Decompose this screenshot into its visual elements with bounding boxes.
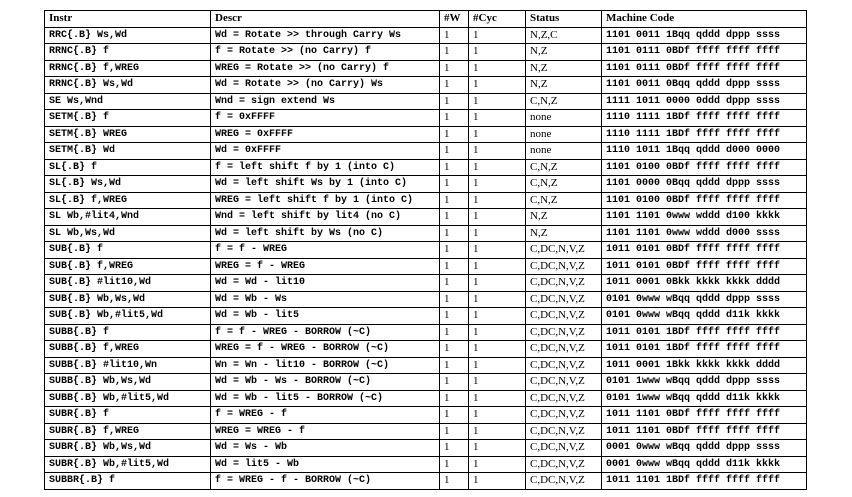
- descr-cell: Wnd = left shift by lit4 (no C): [211, 209, 440, 226]
- machine-code-cell: 1101 0000 0Bqq qddd dppp ssss: [602, 176, 807, 193]
- table-body: [45, 27, 807, 489]
- descr-cell: f = WREG - f: [211, 407, 440, 424]
- words-cell: 1: [440, 390, 469, 407]
- cycles-cell: 1: [469, 225, 526, 242]
- instr-cell: SUBR{.B} f,WREG: [45, 423, 211, 440]
- cycles-cell: 1: [469, 209, 526, 226]
- table-row: [45, 341, 807, 358]
- table-row: [45, 110, 807, 127]
- cycles-cell: 1: [469, 423, 526, 440]
- header-instr: Instr: [45, 11, 211, 28]
- cycles-cell: 1: [469, 258, 526, 275]
- header-descr: Descr: [211, 11, 440, 28]
- instr-cell: RRC{.B} Ws,Wd: [45, 27, 211, 44]
- status-cell: C,DC,N,V,Z: [526, 423, 602, 440]
- header-row: [45, 11, 807, 28]
- machine-code-cell: 1101 0111 0BDf ffff ffff ffff: [602, 60, 807, 77]
- descr-cell: Wd = Rotate >> through Carry Ws: [211, 27, 440, 44]
- machine-code-cell: 1101 1101 0www wddd d000 ssss: [602, 225, 807, 242]
- status-cell: C,DC,N,V,Z: [526, 308, 602, 325]
- descr-cell: WREG = 0xFFFF: [211, 126, 440, 143]
- cycles-cell: 1: [469, 390, 526, 407]
- instr-cell: RRNC{.B} Ws,Wd: [45, 77, 211, 94]
- machine-code-cell: 1101 0100 0BDf ffff ffff ffff: [602, 192, 807, 209]
- cycles-cell: 1: [469, 374, 526, 391]
- descr-cell: Wd = Wb - Ws: [211, 291, 440, 308]
- descr-cell: Wd = Wb - Ws - BORROW (~C): [211, 374, 440, 391]
- words-cell: 1: [440, 374, 469, 391]
- table-row: [45, 258, 807, 275]
- status-cell: C,DC,N,V,Z: [526, 374, 602, 391]
- machine-code-cell: 1110 1011 1Bqq qddd d000 0000: [602, 143, 807, 160]
- table-row: [45, 77, 807, 94]
- descr-cell: Wd = Wb - lit5: [211, 308, 440, 325]
- cycles-cell: 1: [469, 456, 526, 473]
- descr-cell: WREG = left shift f by 1 (into C): [211, 192, 440, 209]
- status-cell: C,DC,N,V,Z: [526, 407, 602, 424]
- descr-cell: f = WREG - f - BORROW (~C): [211, 473, 440, 490]
- descr-cell: Wd = Rotate >> (no Carry) Ws: [211, 77, 440, 94]
- cycles-cell: 1: [469, 60, 526, 77]
- machine-code-cell: 1101 0011 0Bqq qddd dppp ssss: [602, 77, 807, 94]
- words-cell: 1: [440, 77, 469, 94]
- instr-cell: SUB{.B} Wb,#lit5,Wd: [45, 308, 211, 325]
- words-cell: 1: [440, 93, 469, 110]
- machine-code-cell: 1011 1101 1BDf ffff ffff ffff: [602, 473, 807, 490]
- status-cell: C,DC,N,V,Z: [526, 258, 602, 275]
- status-cell: N,Z: [526, 209, 602, 226]
- descr-cell: Wd = left shift by Ws (no C): [211, 225, 440, 242]
- cycles-cell: 1: [469, 275, 526, 292]
- cycles-cell: 1: [469, 44, 526, 61]
- table-row: [45, 225, 807, 242]
- words-cell: 1: [440, 440, 469, 457]
- machine-code-cell: 1011 0101 0BDf ffff ffff ffff: [602, 258, 807, 275]
- words-cell: 1: [440, 176, 469, 193]
- status-cell: C,DC,N,V,Z: [526, 324, 602, 341]
- status-cell: C,DC,N,V,Z: [526, 456, 602, 473]
- words-cell: 1: [440, 60, 469, 77]
- table-row: [45, 93, 807, 110]
- words-cell: 1: [440, 27, 469, 44]
- cycles-cell: 1: [469, 126, 526, 143]
- table-row: [45, 423, 807, 440]
- instr-cell: SETM{.B} f: [45, 110, 211, 127]
- table-row: [45, 60, 807, 77]
- words-cell: 1: [440, 275, 469, 292]
- status-cell: N,Z,C: [526, 27, 602, 44]
- machine-code-cell: 0101 1www wBqq qddd dppp ssss: [602, 374, 807, 391]
- machine-code-cell: 0101 1www wBqq qddd d11k kkkk: [602, 390, 807, 407]
- machine-code-cell: 0101 0www wBqq qddd dppp ssss: [602, 291, 807, 308]
- words-cell: 1: [440, 126, 469, 143]
- status-cell: N,Z: [526, 60, 602, 77]
- header-machine-code: Machine Code: [602, 11, 807, 28]
- instr-cell: SUBB{.B} Wb,#lit5,Wd: [45, 390, 211, 407]
- status-cell: C,DC,N,V,Z: [526, 341, 602, 358]
- instr-cell: RRNC{.B} f,WREG: [45, 60, 211, 77]
- cycles-cell: 1: [469, 176, 526, 193]
- descr-cell: f = Rotate >> (no Carry) f: [211, 44, 440, 61]
- instr-cell: SUBR{.B} f: [45, 407, 211, 424]
- machine-code-cell: 1101 0011 1Bqq qddd dppp ssss: [602, 27, 807, 44]
- descr-cell: WREG = Rotate >> (no Carry) f: [211, 60, 440, 77]
- machine-code-cell: 1011 0101 1BDf ffff ffff ffff: [602, 341, 807, 358]
- cycles-cell: 1: [469, 93, 526, 110]
- words-cell: 1: [440, 308, 469, 325]
- instr-cell: SUB{.B} #lit10,Wd: [45, 275, 211, 292]
- cycles-cell: 1: [469, 357, 526, 374]
- table-row: [45, 176, 807, 193]
- descr-cell: WREG = WREG - f: [211, 423, 440, 440]
- words-cell: 1: [440, 324, 469, 341]
- instr-cell: SETM{.B} Wd: [45, 143, 211, 160]
- table-row: [45, 456, 807, 473]
- words-cell: 1: [440, 258, 469, 275]
- status-cell: C,DC,N,V,Z: [526, 275, 602, 292]
- table-row: [45, 242, 807, 259]
- table-row: [45, 473, 807, 490]
- instr-cell: SUB{.B} f,WREG: [45, 258, 211, 275]
- words-cell: 1: [440, 341, 469, 358]
- table-row: [45, 209, 807, 226]
- descr-cell: Wd = Ws - Wb: [211, 440, 440, 457]
- status-cell: C,DC,N,V,Z: [526, 242, 602, 259]
- descr-cell: Wd = left shift Ws by 1 (into C): [211, 176, 440, 193]
- descr-cell: WREG = f - WREG - BORROW (~C): [211, 341, 440, 358]
- status-cell: C,DC,N,V,Z: [526, 291, 602, 308]
- words-cell: 1: [440, 423, 469, 440]
- machine-code-cell: 1101 0100 0BDf ffff ffff ffff: [602, 159, 807, 176]
- instr-cell: SUBR{.B} Wb,Ws,Wd: [45, 440, 211, 457]
- descr-cell: f = left shift f by 1 (into C): [211, 159, 440, 176]
- descr-cell: WREG = f - WREG: [211, 258, 440, 275]
- instr-cell: SUBR{.B} Wb,#lit5,Wd: [45, 456, 211, 473]
- instr-cell: SL{.B} Ws,Wd: [45, 176, 211, 193]
- words-cell: 1: [440, 291, 469, 308]
- table-row: [45, 291, 807, 308]
- header-cyc: #Cyc: [469, 11, 526, 28]
- words-cell: 1: [440, 110, 469, 127]
- status-cell: N,Z: [526, 225, 602, 242]
- cycles-cell: 1: [469, 291, 526, 308]
- cycles-cell: 1: [469, 77, 526, 94]
- descr-cell: Wn = Wn - lit10 - BORROW (~C): [211, 357, 440, 374]
- table-row: [45, 407, 807, 424]
- table-row: [45, 275, 807, 292]
- instr-cell: SETM{.B} WREG: [45, 126, 211, 143]
- instr-cell: SL{.B} f,WREG: [45, 192, 211, 209]
- instr-cell: SUBB{.B} f: [45, 324, 211, 341]
- status-cell: C,DC,N,V,Z: [526, 440, 602, 457]
- instr-cell: SUBB{.B} Wb,Ws,Wd: [45, 374, 211, 391]
- cycles-cell: 1: [469, 341, 526, 358]
- machine-code-cell: 0101 0www wBqq qddd d11k kkkk: [602, 308, 807, 325]
- table-row: [45, 357, 807, 374]
- machine-code-cell: 1011 0001 0Bkk kkkk kkkk dddd: [602, 275, 807, 292]
- table-row: [45, 44, 807, 61]
- header-w: #W: [440, 11, 469, 28]
- machine-code-cell: 1011 0101 0BDf ffff ffff ffff: [602, 242, 807, 259]
- words-cell: 1: [440, 242, 469, 259]
- cycles-cell: 1: [469, 110, 526, 127]
- table-row: [45, 143, 807, 160]
- instr-cell: SUBBR{.B} f: [45, 473, 211, 490]
- cycles-cell: 1: [469, 192, 526, 209]
- table-row: [45, 27, 807, 44]
- machine-code-cell: 0001 0www wBqq qddd dppp ssss: [602, 440, 807, 457]
- instr-cell: SUB{.B} f: [45, 242, 211, 259]
- words-cell: 1: [440, 473, 469, 490]
- machine-code-cell: 1011 1101 0BDf ffff ffff ffff: [602, 407, 807, 424]
- machine-code-cell: 1111 1011 0000 0ddd dppp ssss: [602, 93, 807, 110]
- status-cell: C,N,Z: [526, 159, 602, 176]
- descr-cell: Wd = Wb - lit5 - BORROW (~C): [211, 390, 440, 407]
- words-cell: 1: [440, 44, 469, 61]
- status-cell: C,N,Z: [526, 176, 602, 193]
- table-row: [45, 192, 807, 209]
- descr-cell: Wd = lit5 - Wb: [211, 456, 440, 473]
- table-row: [45, 159, 807, 176]
- words-cell: 1: [440, 192, 469, 209]
- instr-cell: SUBB{.B} #lit10,Wn: [45, 357, 211, 374]
- machine-code-cell: 1110 1111 1BDf ffff ffff ffff: [602, 126, 807, 143]
- table-row: [45, 374, 807, 391]
- cycles-cell: 1: [469, 308, 526, 325]
- instr-cell: RRNC{.B} f: [45, 44, 211, 61]
- table-row: [45, 390, 807, 407]
- words-cell: 1: [440, 456, 469, 473]
- words-cell: 1: [440, 407, 469, 424]
- status-cell: C,DC,N,V,Z: [526, 357, 602, 374]
- cycles-cell: 1: [469, 440, 526, 457]
- status-cell: C,N,Z: [526, 192, 602, 209]
- descr-cell: Wd = 0xFFFF: [211, 143, 440, 160]
- table-row: [45, 440, 807, 457]
- cycles-cell: 1: [469, 27, 526, 44]
- machine-code-cell: 1101 0111 0BDf ffff ffff ffff: [602, 44, 807, 61]
- status-cell: none: [526, 143, 602, 160]
- cycles-cell: 1: [469, 473, 526, 490]
- cycles-cell: 1: [469, 143, 526, 160]
- instr-cell: SL Wb,#lit4,Wnd: [45, 209, 211, 226]
- descr-cell: f = 0xFFFF: [211, 110, 440, 127]
- table-row: [45, 324, 807, 341]
- cycles-cell: 1: [469, 407, 526, 424]
- words-cell: 1: [440, 143, 469, 160]
- cycles-cell: 1: [469, 242, 526, 259]
- descr-cell: f = f - WREG: [211, 242, 440, 259]
- machine-code-cell: 0001 0www wBqq qddd d11k kkkk: [602, 456, 807, 473]
- table-row: [45, 308, 807, 325]
- descr-cell: Wnd = sign extend Ws: [211, 93, 440, 110]
- instruction-table: [44, 10, 807, 490]
- status-cell: C,DC,N,V,Z: [526, 473, 602, 490]
- instr-cell: SUB{.B} Wb,Ws,Wd: [45, 291, 211, 308]
- machine-code-cell: 1110 1111 1BDf ffff ffff ffff: [602, 110, 807, 127]
- descr-cell: Wd = Wd - lit10: [211, 275, 440, 292]
- table-row: [45, 126, 807, 143]
- words-cell: 1: [440, 159, 469, 176]
- descr-cell: f = f - WREG - BORROW (~C): [211, 324, 440, 341]
- instr-cell: SL Wb,Ws,Wd: [45, 225, 211, 242]
- instr-cell: SE Ws,Wnd: [45, 93, 211, 110]
- machine-code-cell: 1011 0101 1BDf ffff ffff ffff: [602, 324, 807, 341]
- header-status: Status: [526, 11, 602, 28]
- status-cell: N,Z: [526, 77, 602, 94]
- words-cell: 1: [440, 225, 469, 242]
- status-cell: C,N,Z: [526, 93, 602, 110]
- instr-cell: SL{.B} f: [45, 159, 211, 176]
- status-cell: C,DC,N,V,Z: [526, 390, 602, 407]
- status-cell: N,Z: [526, 44, 602, 61]
- machine-code-cell: 1101 1101 0www wddd d100 kkkk: [602, 209, 807, 226]
- cycles-cell: 1: [469, 324, 526, 341]
- words-cell: 1: [440, 209, 469, 226]
- status-cell: none: [526, 126, 602, 143]
- cycles-cell: 1: [469, 159, 526, 176]
- machine-code-cell: 1011 0001 1Bkk kkkk kkkk dddd: [602, 357, 807, 374]
- instr-cell: SUBB{.B} f,WREG: [45, 341, 211, 358]
- words-cell: 1: [440, 357, 469, 374]
- machine-code-cell: 1011 1101 0BDf ffff ffff ffff: [602, 423, 807, 440]
- status-cell: none: [526, 110, 602, 127]
